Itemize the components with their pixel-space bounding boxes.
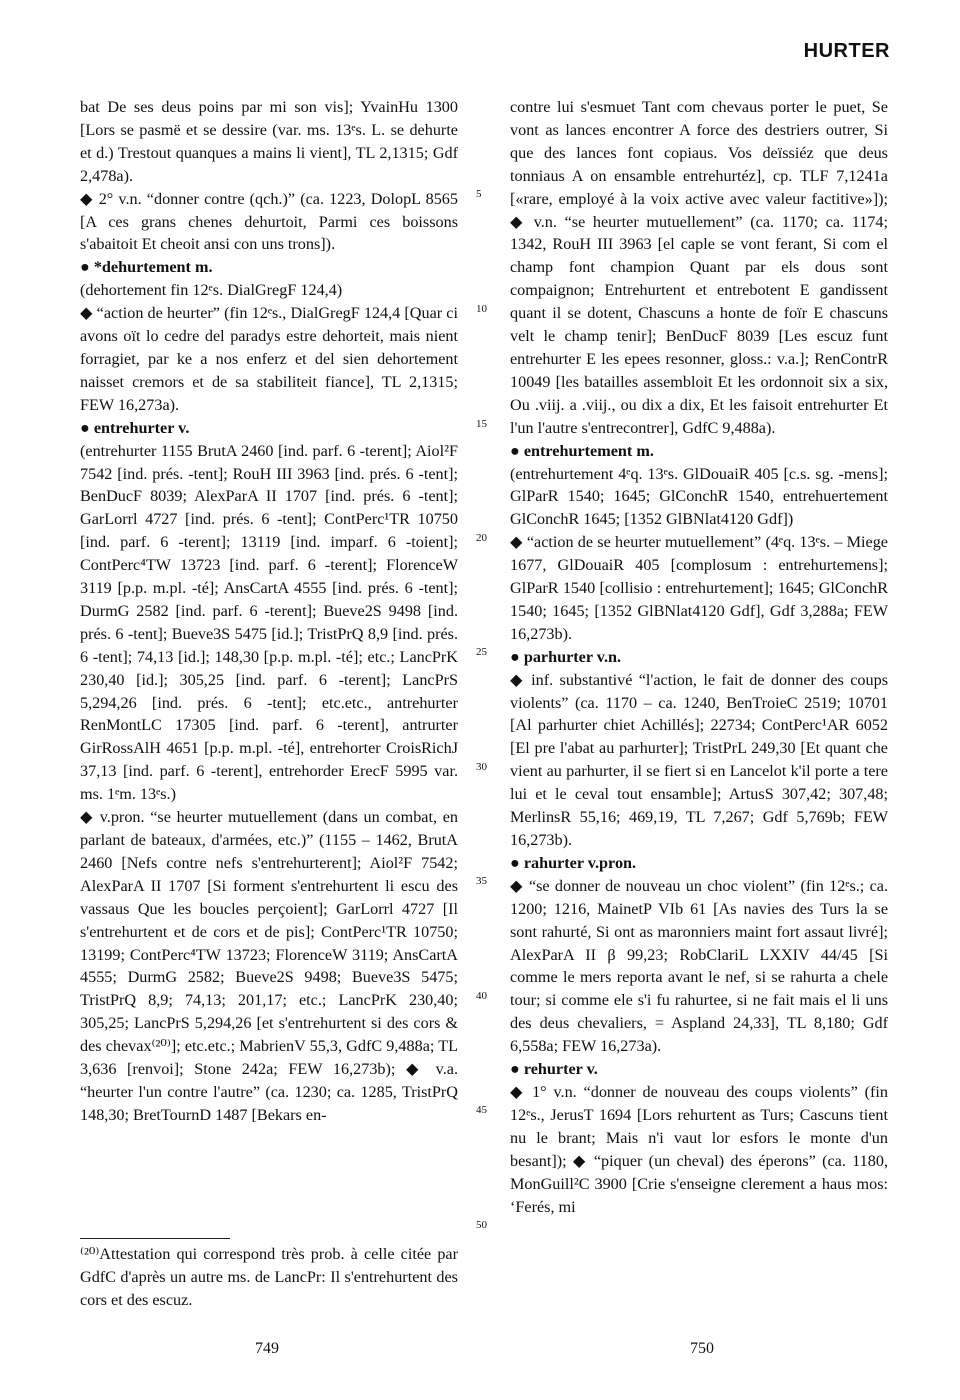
page-number-right: 750	[690, 1340, 714, 1357]
line-number: 5	[476, 188, 482, 200]
running-head: HURTER	[803, 40, 890, 62]
entry-paragraph: contre lui s'esmuet Tant com chevaus porter le puet, Se vont as lances encontrer A force des destriers outrer, Si que des lances font copiaus. Vos deïssiéz que deus tonniaus A on ensamble entrehurtéz], cp. TLF 7,1241a [«rare, employé à la voix active avec valeur factitive»]); ◆ v.n. “se heurter mutuellement” (ca. 1170; ca. 1174; 1342, RouH III 3963 [el caple se vont ferant, Si com el champ font champion Quant par els dous sont compaignon; Entrehurtent et entrebotent E gandissent quant il se dotent, Chascuns a honte de foïr E chascuns velt le champ tenir]; BenDucF 8039 [Les escuz funt entrehurter E les epees resonner, gloss.: v.a.]; RenContrR 10049 [les batailles assembloit Et les ordonnoit six a six, Ou .viij. a .viij., ou dix a dix, Et les faisoit entrehurter Et l'un l'autre s'entrecontrer], GdfC 9,488a).	[510, 98, 888, 437]
line-number: 45	[476, 1104, 487, 1116]
right-column	[510, 96, 888, 1218]
footnote-rule	[80, 1238, 230, 1239]
entry-paragraph: bat De ses deus poins par mi son vis]; YvainHu 1300 [Lors se pasmë et se dessire (var. ms. 13ᵉs. L. se dehurte et d.) Trestout quanques a mains li vient], TL 2,1315; Gdf 2,478a).	[80, 98, 458, 185]
lemma-heading: ● *dehurtement m.	[80, 258, 213, 277]
line-number: 35	[476, 875, 487, 887]
lemma-heading: ● rehurter v.	[510, 1060, 598, 1079]
entry-paragraph: ◆ 2° v.n. “donner contre (qch.)” (ca. 1223, DolopL 8565 [A ces grans chenes dehurtoit, Parmi ces boissons s'abaitoit Et cheoit ansi con uns trons]).	[80, 189, 458, 254]
entry-paragraph: ◆ “se donner de nouveau un choc violent” (fin 12ᵉs.; ca. 1200; 1216, MainetP VIb 61 [As navies des Turs la se sont rahurté, Si ont as maronniers maint fort assaut livré]; AlexParA II β 99,23; RobClariL LXXIV 44/45 [Si comme le mers reporta avant le nef, si se rahurta a chele tour; si comme ele s'i fu rahurtee, si ne fait mais el li uns des deus chevaliers, = Aspland 24,33], TL 8,180; Gdf 6,558a; FEW 16,273a).	[510, 876, 888, 1056]
page-number-left: 749	[255, 1340, 279, 1357]
line-number: 25	[476, 646, 487, 658]
line-number: 50	[476, 1219, 487, 1231]
left-column	[80, 96, 458, 1127]
entry-paragraph: ◆ inf. substantivé “l'action, le fait de donner des coups violents” (ca. 1170 – ca. 1240, BenTroieC 2519; 10701 [Al parhurter chiet Achillés]; 22734; ContPerc¹AR 6052 [El pre l'abat au parhurter]; TristPrL 249,30 [Et quant che vient au parhurter, il se fiert si en Lancelot k'il porte a tere lui et le ceval tout ensamble]; ArtusS 307,42; 307,48; MerlinsR 55,16; 469,19, TL 7,267; Gdf 5,769b; FEW 16,273b).	[510, 670, 888, 849]
footnote: ⁽²⁰⁾Attestation qui correspond très prob. à celle citée par GdfC d'après un autre ms. de LancPr: Il s'entrehurtent des cors et des escuz.	[80, 1245, 458, 1309]
entry-paragraph: ◆ “action de se heurter mutuellement” (4ᵉq. 13ᵉs. – Miege 1677, GlDouaiR 405 [complosum : entrehurtemens]; GlParR 1540 [collisio : entrehurtement]; 1645; GlConchR 1540; 1645; [1352 GlBNlat4120 Gdf], Gdf 3,288a; FEW 16,273b).	[510, 533, 888, 643]
entry-paragraph: (entrehurtement 4ᵉq. 13ᵉs. GlDouaiR 405 [c.s. sg. -mens]; GlParR 1540; 1645; GlConchR 1540, entrehuertement GlConchR 1645; [1352 GlBNlat4120 Gdf])	[510, 464, 888, 529]
line-number: 30	[476, 761, 487, 773]
entry-paragraph: ◆ 1° v.n. “donner de nouveau des coups violents” (fin 12ᵉs., JerusT 1694 [Lors rehurtent as Turs; Cascuns tient nu le brant; Mais n'i vaut lor esfors le monte d'un besant]); ◆ “piquer (un cheval) des éperons” (ca. 1180, MonGuill²C 3900 [Crie s'enseigne clerement a haus mos: ‘Ferés, mi	[510, 1082, 888, 1216]
entry-paragraph: (dehortement fin 12ᵉs. DialGregF 124,4)	[80, 281, 343, 300]
lemma-heading: ● entrehurtement m.	[510, 441, 654, 460]
entry-paragraph: (entrehurter 1155 BrutA 2460 [ind. parf. 6 -terent]; Aiol²F 7542 [ind. prés. -tent]; RouH III 3963 [ind. prés. 6 -tent]; BenDucF 8039; AlexParA II 1707 [ind. prés. 6 -tent]; GarLorrl 4727 [ind. prés. 6 -tent]; ContPerc¹TR 10750 [ind. parf. 6 -terent]; 13119 [ind. imparf. 6 -toient]; ContPerc⁴TW 13723 [ind. parf. 6 -terent]; FlorenceW 3119 [p.p. m.pl. -té]; AnsCartA 4555 [ind. prés. 6 -tent]; DurmG 2582 [ind. parf. 6 -terent]; Bueve2S 9498 [ind. prés. 6 -tent]; Bueve3S 5475 [id.]; TristPrQ 8,9 [ind. prés. 6 -tent]; 74,13 [id.]; 148,30 [p.p. m.pl. -té]; etc.; LancPrK 230,40 [id.]; 305,25 [ind. parf. 6 -terent]; LancPrS 5,294,26 [ind. prés. 6 -tent]; etc.etc., antrehurter RenMontLC 17305 [ind. parf. 6 -terent], antrurter GirRossAlH 4651 [p.p. m.pl. -té], entrehorter CroisRichJ 37,13 [ind. parf. 6 -terent], entrehorder ErecF 5995 var. ms. 1ᵉm. 13ᵉs.)	[80, 441, 458, 804]
line-number: 10	[476, 303, 487, 315]
entry-paragraph: ◆ v.pron. “se heurter mutuellement (dans un combat, en parlant de bateaux, d'armées, etc.)” (1155 – 1462, BrutA 2460 [Nefs contre nefs s'entrehurterent]; Aiol²F 7542; AlexParA II 1707 [Si forment s'entrehurtent li escu des vassaus Que les boucles perçoient]; GarLorrl 4727 [Il s'entrehurtent et de cors et de pis]; ContPerc¹TR 10750; 13199; ContPerc⁴TW 13723; FlorenceW 3119; AnsCartA 4555; DurmG 2582; Bueve2S 9498; Bueve3S 5475; TristPrQ 8,9; 74,13; 201,17; etc.; LancPrK 230,40; 305,25; LancPrS 5,294,26 [et s'entrehurtent si des cors & des chevax⁽²⁰⁾]; etc.etc.; MabrienV 55,3, GdfC 9,488a; TL 3,636 [renvoi]; Stone 242a; FEW 16,273b); ◆ v.a. “heurter l'un contre l'autre” (ca. 1230; ca. 1285, TristPrQ 148,30; BretTournD 1487 [Bekars en-	[80, 808, 458, 1124]
lemma-heading: ● rahurter v.pron.	[510, 853, 637, 872]
lemma-heading: ● parhurter v.n.	[510, 647, 622, 666]
line-number: 20	[476, 532, 487, 544]
line-number: 15	[476, 418, 487, 430]
entry-paragraph: ◆ “action de heurter” (fin 12ᵉs., DialGregF 124,4 [Quar ci avons oït lo cedre del paradys estre dehorteit, mais nient forragiet, par ke a nos enferz et del sien dehortement naisset cremors et de sa stabiliteit fiance], TL 2,1315; FEW 16,273a).	[80, 304, 458, 414]
lemma-heading: ● entrehurter v.	[80, 418, 190, 437]
line-number: 40	[476, 990, 487, 1002]
